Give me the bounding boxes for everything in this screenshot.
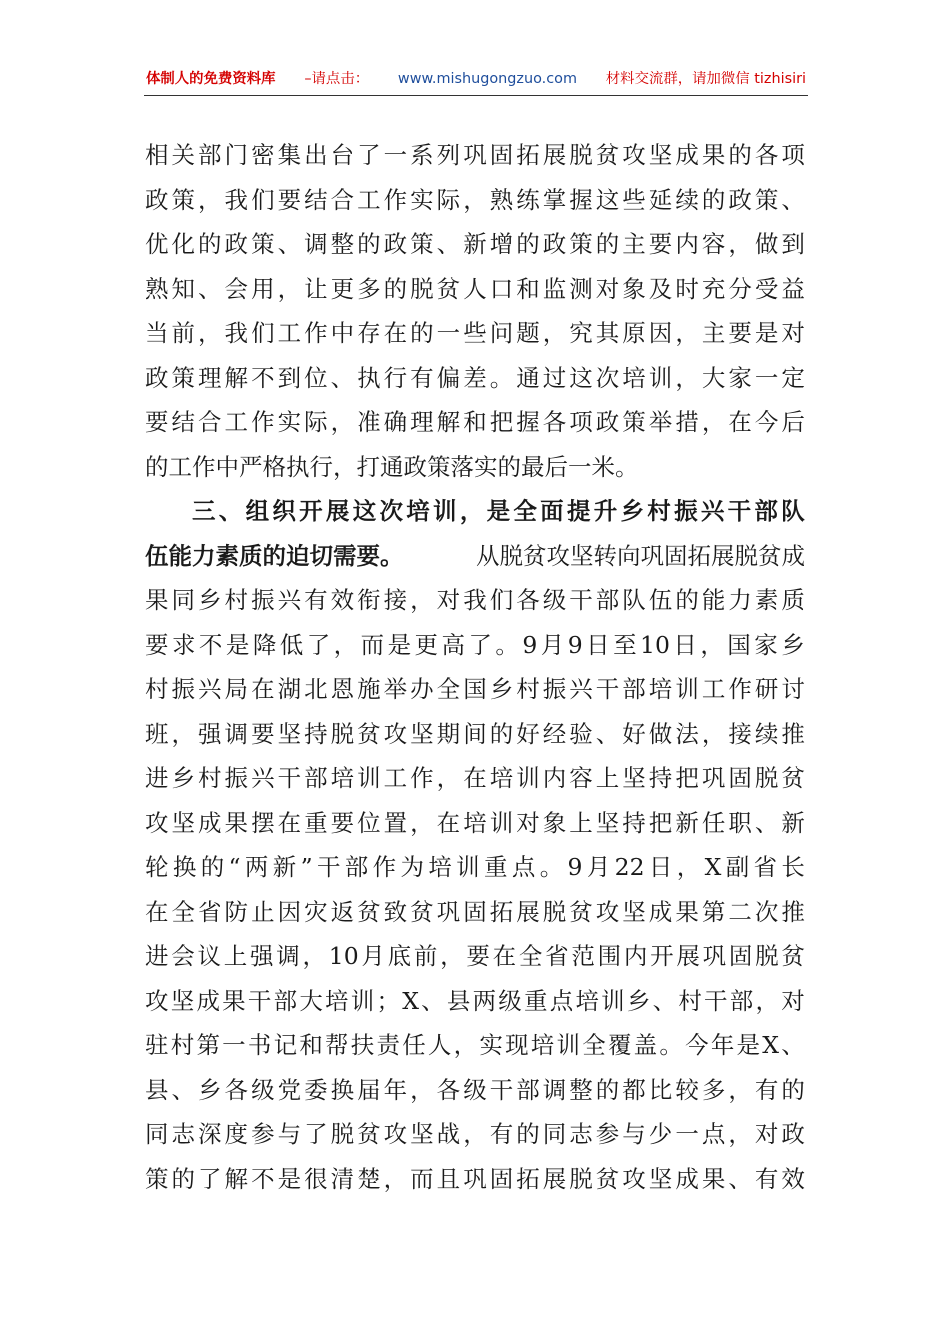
heading-follow-text: 从脱贫攻坚转向巩固拓展脱贫成	[476, 541, 805, 570]
body-line: 同 志 深 度 参 与 了 脱 贫 攻 坚 战 ， 有 的 同 志 参 与 少 一 点 ， 对 政	[145, 1120, 805, 1148]
body-line: 熟 知 、 会 用 ， 让 更 多 的 脱 贫 人 口 和 监 测 对 象 及 时 充 分 受 益	[145, 274, 805, 303]
section-heading-end: 伍能力素质的迫切需要。	[145, 541, 404, 570]
body-line: 攻 坚 成 果 摆 在 重 要 位 置 ， 在 培 训 对 象 上 坚 持 把 新 任 职 、 新	[145, 808, 805, 837]
header-wechat-note: 材料交流群，请加微信 tizhisiri	[605, 71, 806, 87]
body-line: 进 会 议 上 强 调 ， 10 月 底 前 ， 要 在 全 省 范 围 内 开 展 巩 固 脱 贫	[145, 942, 805, 970]
body-line: 在 全 省 防 止 因 灾 返 贫 致 贫 巩 固 拓 展 脱 贫 攻 坚 成 果 第 二 次 推	[145, 897, 805, 926]
body-line: 的 工 作 中 严 格 执 行 ， 打 通 政 策 落 实 的 最 后 一 米 。	[145, 452, 639, 481]
body-line: 优 化 的 政 策 、 调 整 的 政 策 、 新 增 的 政 策 的 主 要 内 容 ， 做 到	[145, 230, 805, 258]
body-line: 要 求 不 是 降 低 了 ， 而 是 更 高 了 。 9 月 9 日 至 10 日 ， 国 家 乡	[145, 630, 805, 659]
body-line: 村 振 兴 局 在 湖 北 恩 施 举 办 全 国 乡 村 振 兴 干 部 培 训 工 作 研 讨	[145, 675, 805, 703]
section-heading-continued	[145, 534, 805, 579]
body-line: 当 前 ， 我 们 工 作 中 存 在 的 一 些 问 题 ， 究 其 原 因 ， 主 要 是 对	[145, 319, 805, 347]
header-prompt: –请点击：	[304, 71, 370, 87]
body-line: 进 乡 村 振 兴 干 部 培 训 工 作 ， 在 培 训 内 容 上 坚 持 把 巩 固 脱 贫	[145, 764, 805, 792]
body-line: 政 策 理 解 不 到 位 、 执 行 有 偏 差 。 通 过 这 次 培 训 ， 大 家 一 定	[145, 363, 805, 392]
body-line: 政 策 ， 我 们 要 结 合 工 作 实 际 ， 熟 练 掌 握 这 些 延 续 的 政 策 、	[145, 185, 805, 214]
body-line: 果 同 乡 村 振 兴 有 效 衔 接 ， 对 我 们 各 级 干 部 队 伍 的 能 力 素 质	[145, 586, 805, 614]
page-header	[146, 64, 806, 94]
header-url-link[interactable]: www.mishugongzuo.com	[397, 71, 577, 87]
header-brand: 体制人的免费资料库	[146, 71, 276, 87]
document-body	[145, 133, 805, 1201]
body-line: 策 的 了 解 不 是 很 清 楚 ， 而 且 巩 固 拓 展 脱 贫 攻 坚 成 果 、 有 效	[145, 1164, 805, 1193]
body-line: 驻 村 第 一 书 记 和 帮 扶 责 任 人 ， 实 现 培 训 全 覆 盖 。 今 年 是 X 、	[145, 1031, 805, 1059]
section-heading: 三 、 组 织 开 展 这 次 培 训 ， 是 全 面 提 升 乡 村 振 兴 干 部 队	[192, 497, 805, 525]
body-line: 轮 换 的 “ 两 新 ” 干 部 作 为 培 训 重 点 。 9 月 22 日 ， X 副 省 长	[145, 853, 805, 881]
body-line: 班 ， 强 调 要 坚 持 脱 贫 攻 坚 期 间 的 好 经 验 、 好 做 法 ， 接 续 推	[145, 719, 805, 748]
body-line: 县 、 乡 各 级 党 委 换 届 年 ， 各 级 干 部 调 整 的 都 比 较 多 ， 有 的	[145, 1075, 805, 1104]
header-divider	[144, 95, 808, 96]
body-line: 要 结 合 工 作 实 际 ， 准 确 理 解 和 把 握 各 项 政 策 举 措 ， 在 今 后	[145, 408, 805, 436]
body-line: 相 关 部 门 密 集 出 台 了 一 系 列 巩 固 拓 展 脱 贫 攻 坚 成 果 的 各 项	[145, 141, 805, 169]
body-line: 攻 坚 成 果 干 部 大 培 训 ； X 、 县 两 级 重 点 培 训 乡 、 村 干 部 ， 对	[145, 986, 805, 1015]
